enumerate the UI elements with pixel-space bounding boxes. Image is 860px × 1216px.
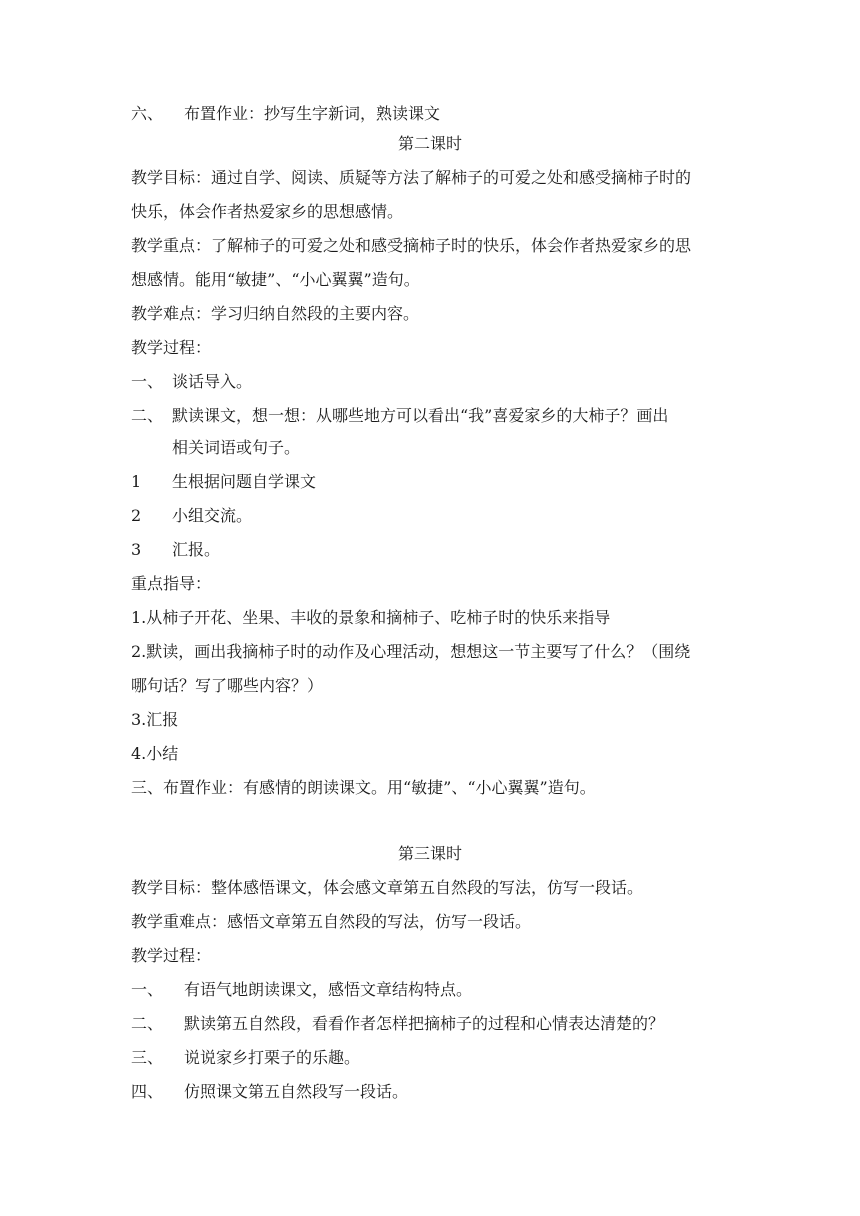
lesson3-step-4-label: 四、: [131, 1082, 164, 1101]
lesson3-step-4-text: 仿照课文第五自然段写一段话。: [184, 1082, 409, 1101]
lesson2-guidance-1: 1.从柿子开花、坐果、丰收的景象和摘柿子、吃柿子时的快乐来指导: [131, 608, 611, 627]
lesson3-goal: 教学目标：整体感悟课文，体会感文章第五自然段的写法，仿写一段话。: [131, 878, 644, 897]
lesson2-difficulty: 教学难点：学习归纳自然段的主要内容。: [131, 304, 420, 323]
lesson2-sub-2-text: 小组交流。: [172, 506, 253, 525]
lesson2-guidance-2-line1: 2.默读，画出我摘柿子时的动作及心理活动，想想这一节主要写了什么？（围绕: [131, 642, 691, 661]
lesson3-step-2: [131, 1014, 664, 1034]
lesson2-guidance-2-line2: 哪句话？写了哪些内容？）: [131, 676, 324, 695]
lesson2-key-line2: 想感情。能用“敏捷”、“小心翼翼”造句。: [131, 270, 420, 289]
lesson3-step-3-text: 说说家乡打栗子的乐趣。: [184, 1048, 361, 1067]
lesson2-step-1-text: 谈话导入。: [172, 372, 253, 391]
lesson2-guidance-3: 3.汇报: [131, 710, 179, 729]
lesson2-step-1: [131, 372, 252, 392]
lesson2-goal-line1: 教学目标：通过自学、阅读、质疑等方法了解柿子的可爱之处和感受摘柿子时的: [131, 168, 692, 187]
lesson2-sub-1-label: 1: [131, 472, 142, 491]
lesson2-sub-1: [131, 472, 316, 492]
lesson2-guidance-4: 4.小结: [131, 744, 179, 763]
lesson3-process-heading: 教学过程：: [131, 946, 212, 965]
item-6-text: 布置作业：抄写生字新词，熟读课文: [184, 104, 441, 123]
item-6-label: 六、: [131, 104, 164, 123]
lesson2-process-heading: 教学过程：: [131, 338, 212, 357]
lesson2-step-1-label: 一、: [131, 372, 164, 391]
lesson3-step-2-label: 二、: [131, 1014, 164, 1033]
lesson3-step-3-label: 三、: [131, 1048, 164, 1067]
lesson2-guidance-heading: 重点指导：: [131, 574, 212, 593]
lesson3-step-1-text: 有语气地朗读课文，感悟文章结构特点。: [184, 980, 473, 999]
lesson3-key: 教学重难点：感悟文章第五自然段的写法，仿写一段话。: [131, 912, 532, 931]
lesson2-step-2-text-line2: 相关词语或句子。: [172, 438, 301, 457]
lesson3-step-3: [131, 1048, 360, 1068]
lesson2-title: 第二课时: [397, 134, 462, 153]
lesson2-step-2-label: 二、: [131, 406, 164, 425]
lesson2-sub-3-label: 3: [131, 540, 142, 559]
lesson3-title: 第三课时: [397, 844, 462, 863]
lesson2-sub-2-label: 2: [131, 506, 142, 525]
lesson3-step-4: [131, 1082, 408, 1102]
lesson2-sub-3: [131, 540, 220, 560]
lesson3-step-1-label: 一、: [131, 980, 164, 999]
lesson2-step-2-text-line1: 默读课文，想一想：从哪些地方可以看出“我”喜爱家乡的大柿子？画出: [172, 406, 669, 425]
lesson2-key-line1: 教学重点：了解柿子的可爱之处和感受摘柿子时的快乐，体会作者热爱家乡的思: [131, 236, 692, 255]
lesson3-step-1: [131, 980, 472, 1000]
lesson2-homework: 三、布置作业：有感情的朗读课文。用“敏捷”、“小心翼翼”造句。: [131, 778, 596, 797]
lesson2-sub-1-text: 生根据问题自学课文: [172, 472, 317, 491]
lesson2-sub-3-text: 汇报。: [172, 540, 221, 559]
lesson3-step-2-text: 默读第五自然段，看看作者怎样把摘柿子的过程和心情表达清楚的？: [184, 1014, 665, 1033]
item-6: [131, 104, 440, 124]
lesson2-step-2: [131, 406, 668, 426]
lesson2-sub-2: [131, 506, 252, 526]
lesson2-goal-line2: 快乐，体会作者热爱家乡的思想感情。: [131, 202, 404, 221]
